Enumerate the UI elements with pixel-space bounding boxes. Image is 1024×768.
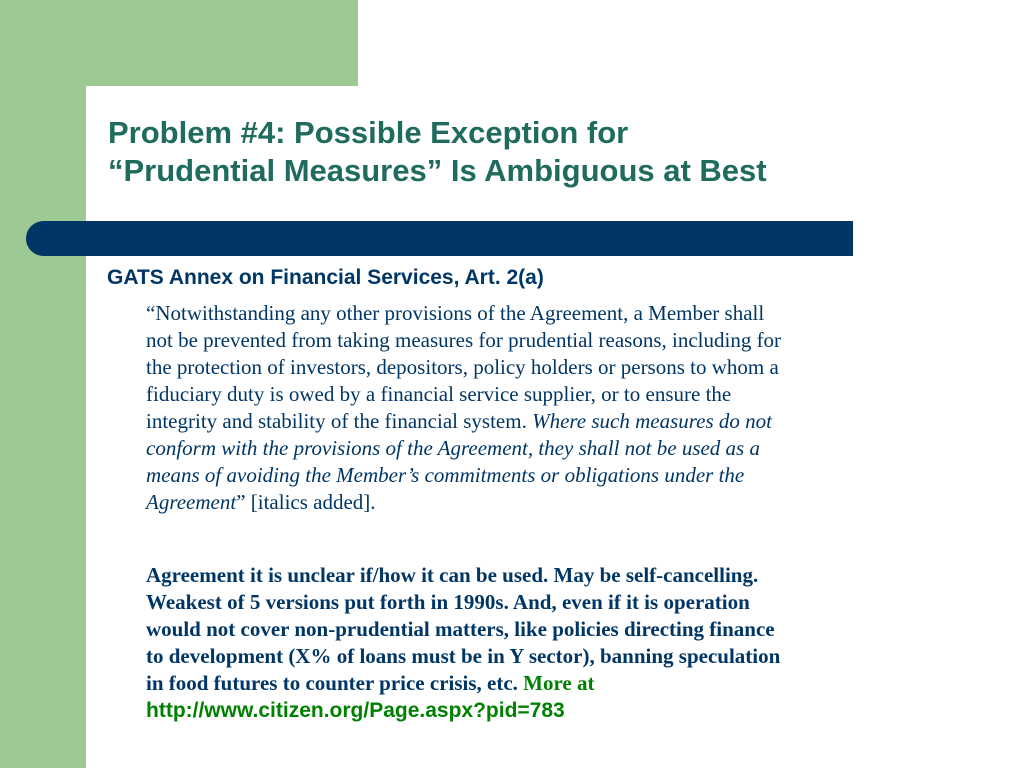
quote-italic-line-1: conform with the provisions of the Agreement, they shall not be used as a (146, 436, 760, 460)
top-green-tab (86, 0, 358, 86)
quote-last-italic: Agreement (146, 490, 237, 514)
quote-line-4: fiduciary duty is owed by a financial service supplier, or to ensure the (146, 382, 732, 406)
title-line-2: “Prudential Measures” Is Ambiguous at Best (108, 153, 767, 188)
commentary-line-4: to development (X% of loans must be in Y sector), banning speculation (146, 644, 781, 668)
commentary-line-1: Agreement it is unclear if/how it can be used. May be self-cancelling. (146, 563, 759, 587)
quote-line-5-normal: integrity and stability of the financial system. (146, 409, 533, 433)
quote-line-8 (146, 489, 1014, 516)
quote-line-6 (146, 435, 1014, 462)
commentary-last-text: in food futures to counter price crisis, etc. (146, 671, 524, 695)
quote-line-2: not be prevented from taking measures for prudential reasons, including for (146, 328, 782, 352)
slide-title (108, 114, 1008, 190)
commentary-line-2: Weakest of 5 versions put forth in 1990s. And, even if it is operation (146, 590, 750, 614)
source-link[interactable]: http://www.citizen.org/Page.aspx?pid=783 (146, 699, 565, 722)
quote-line-1: “Notwithstanding any other provisions of the Agreement, a Member shall (146, 301, 765, 325)
title-divider-bar (26, 221, 853, 256)
quote-line-5 (146, 408, 1014, 435)
commentary-line-6 (146, 697, 1016, 724)
left-green-bar (0, 0, 86, 768)
quote-italic-line-2: means of avoiding the Member’s commitments or obligations under the (146, 463, 745, 487)
title-line-1: Problem #4: Possible Exception for (108, 115, 629, 150)
commentary-line-5 (146, 670, 1016, 697)
more-at-label: More at (523, 671, 595, 695)
quote-line-7 (146, 462, 1014, 489)
commentary-paragraph (146, 562, 1016, 724)
quote-last-normal: ” [italics added]. (236, 490, 376, 514)
quote-line-5-italic: Where such measures do not (532, 409, 772, 433)
section-heading: GATS Annex on Financial Services, Art. 2(a) (107, 266, 544, 289)
quote-block (146, 300, 1014, 516)
quote-line-3: the protection of investors, depositors, policy holders or persons to whom a (146, 355, 779, 379)
commentary-line-3: would not cover non-prudential matters, like policies directing finance (146, 617, 775, 641)
